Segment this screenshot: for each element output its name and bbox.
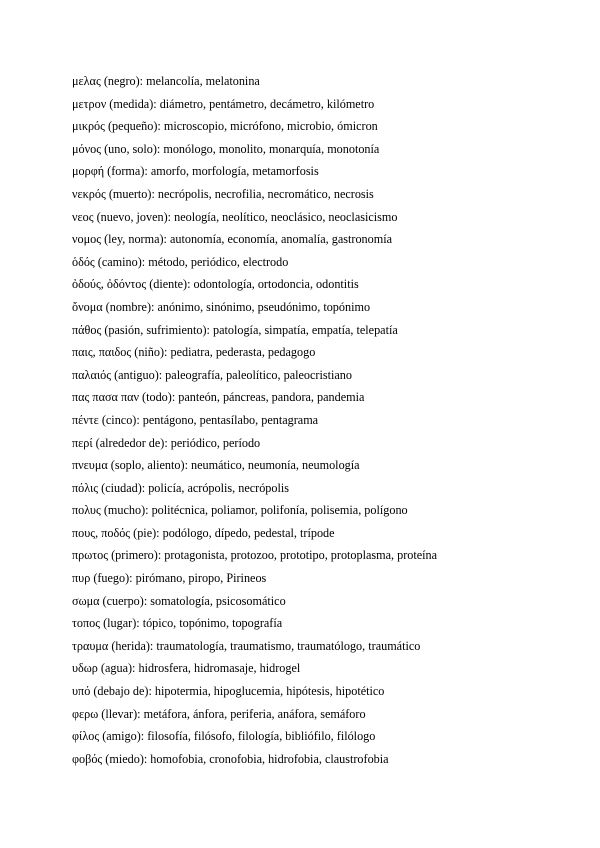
list-item: νεκρός (muerto): necrópolis, necrofilia, necromático, necrosis (72, 186, 374, 201)
list-item: ὄνομα (nombre): anónimo, sinónimo, pseudónimo, topónimo (72, 299, 371, 314)
list-item: μικρός (pequeño): microscopio, micrófono, microbio, ómicron (72, 119, 378, 134)
list-item: μετρον (medida): diámetro, pentámetro, decámetro, kilómetro (72, 96, 375, 111)
list-item: παις, παιδος (niño): pediatra, pederasta, pedagogo (72, 345, 316, 360)
list-item: πνευμα (soplo, aliento): neumático, neumonía, neumología (72, 458, 360, 473)
list-item: φίλος (amigo): filosofía, filósofo, filología, bibliófilo, filólogo (72, 729, 376, 744)
list-item: τοπος (lugar): tópico, topónimo, topografía (72, 616, 283, 631)
list-item: μορφή (forma): amorfo, morfología, metamorfosis (72, 164, 319, 179)
list-item: πρωτος (primero): protagonista, protozoo, prototipo, protoplasma, proteína (72, 548, 438, 563)
list-item: σωμα (cuerpo): somatología, psicosomático (72, 593, 286, 608)
list-item: ὁδός (camino): método, periódico, electrodo (72, 254, 289, 269)
list-item: ὀδούς, ὀδόντος (diente): odontología, ortodoncia, odontitis (72, 277, 359, 292)
list-item: μελας (negro): melancolía, melatonina (72, 74, 260, 88)
list-item: πάθος (pasión, sufrimiento): patología, simpatía, empatía, telepatía (72, 322, 398, 337)
vocabulary-list (72, 70, 572, 770)
list-item: φερω (llevar): metáfora, ánfora, periferia, anáfora, semáforo (72, 706, 366, 721)
list-item: πους, ποδός (pie): podólogo, dípedo, pedestal, trípode (72, 525, 335, 540)
list-item: υδωρ (agua): hidrosfera, hidromasaje, hidrogel (72, 661, 301, 676)
list-item: μόνος (uno, solo): monólogo, monolito, monarquía, monotonía (72, 141, 380, 156)
list-item: υπό (debajo de): hipotermia, hipoglucemia, hipótesis, hipotético (72, 684, 385, 699)
list-item: νεος (nuevo, joven): neología, neolítico, neoclásico, neoclasicismo (72, 209, 398, 224)
list-item: πυρ (fuego): pirómano, piropo, Pirineos (72, 571, 267, 586)
list-item: παλαιός (antiguo): paleografía, paleolítico, paleocristiano (72, 367, 352, 382)
list-item: πέντε (cinco): pentágono, pentasílabo, pentagrama (72, 412, 319, 427)
list-item: φοβός (miedo): homofobia, cronofobia, hidrofobia, claustrofobia (72, 751, 389, 766)
list-item: περί (alrededor de): periódico, período (72, 435, 261, 450)
list-item: πόλις (ciudad): policía, acrópolis, necrópolis (72, 480, 289, 495)
list-item: νομος (ley, norma): autonomía, economía, anomalía, gastronomía (72, 232, 392, 247)
list-item: τραυμα (herida): traumatología, traumatismo, traumatólogo, traumático (72, 638, 421, 653)
list-item: πολυς (mucho): politécnica, poliamor, polifonía, polisemia, polígono (72, 503, 408, 518)
list-item: πας πασα παν (todo): panteón, páncreas, pandora, pandemia (72, 390, 365, 405)
